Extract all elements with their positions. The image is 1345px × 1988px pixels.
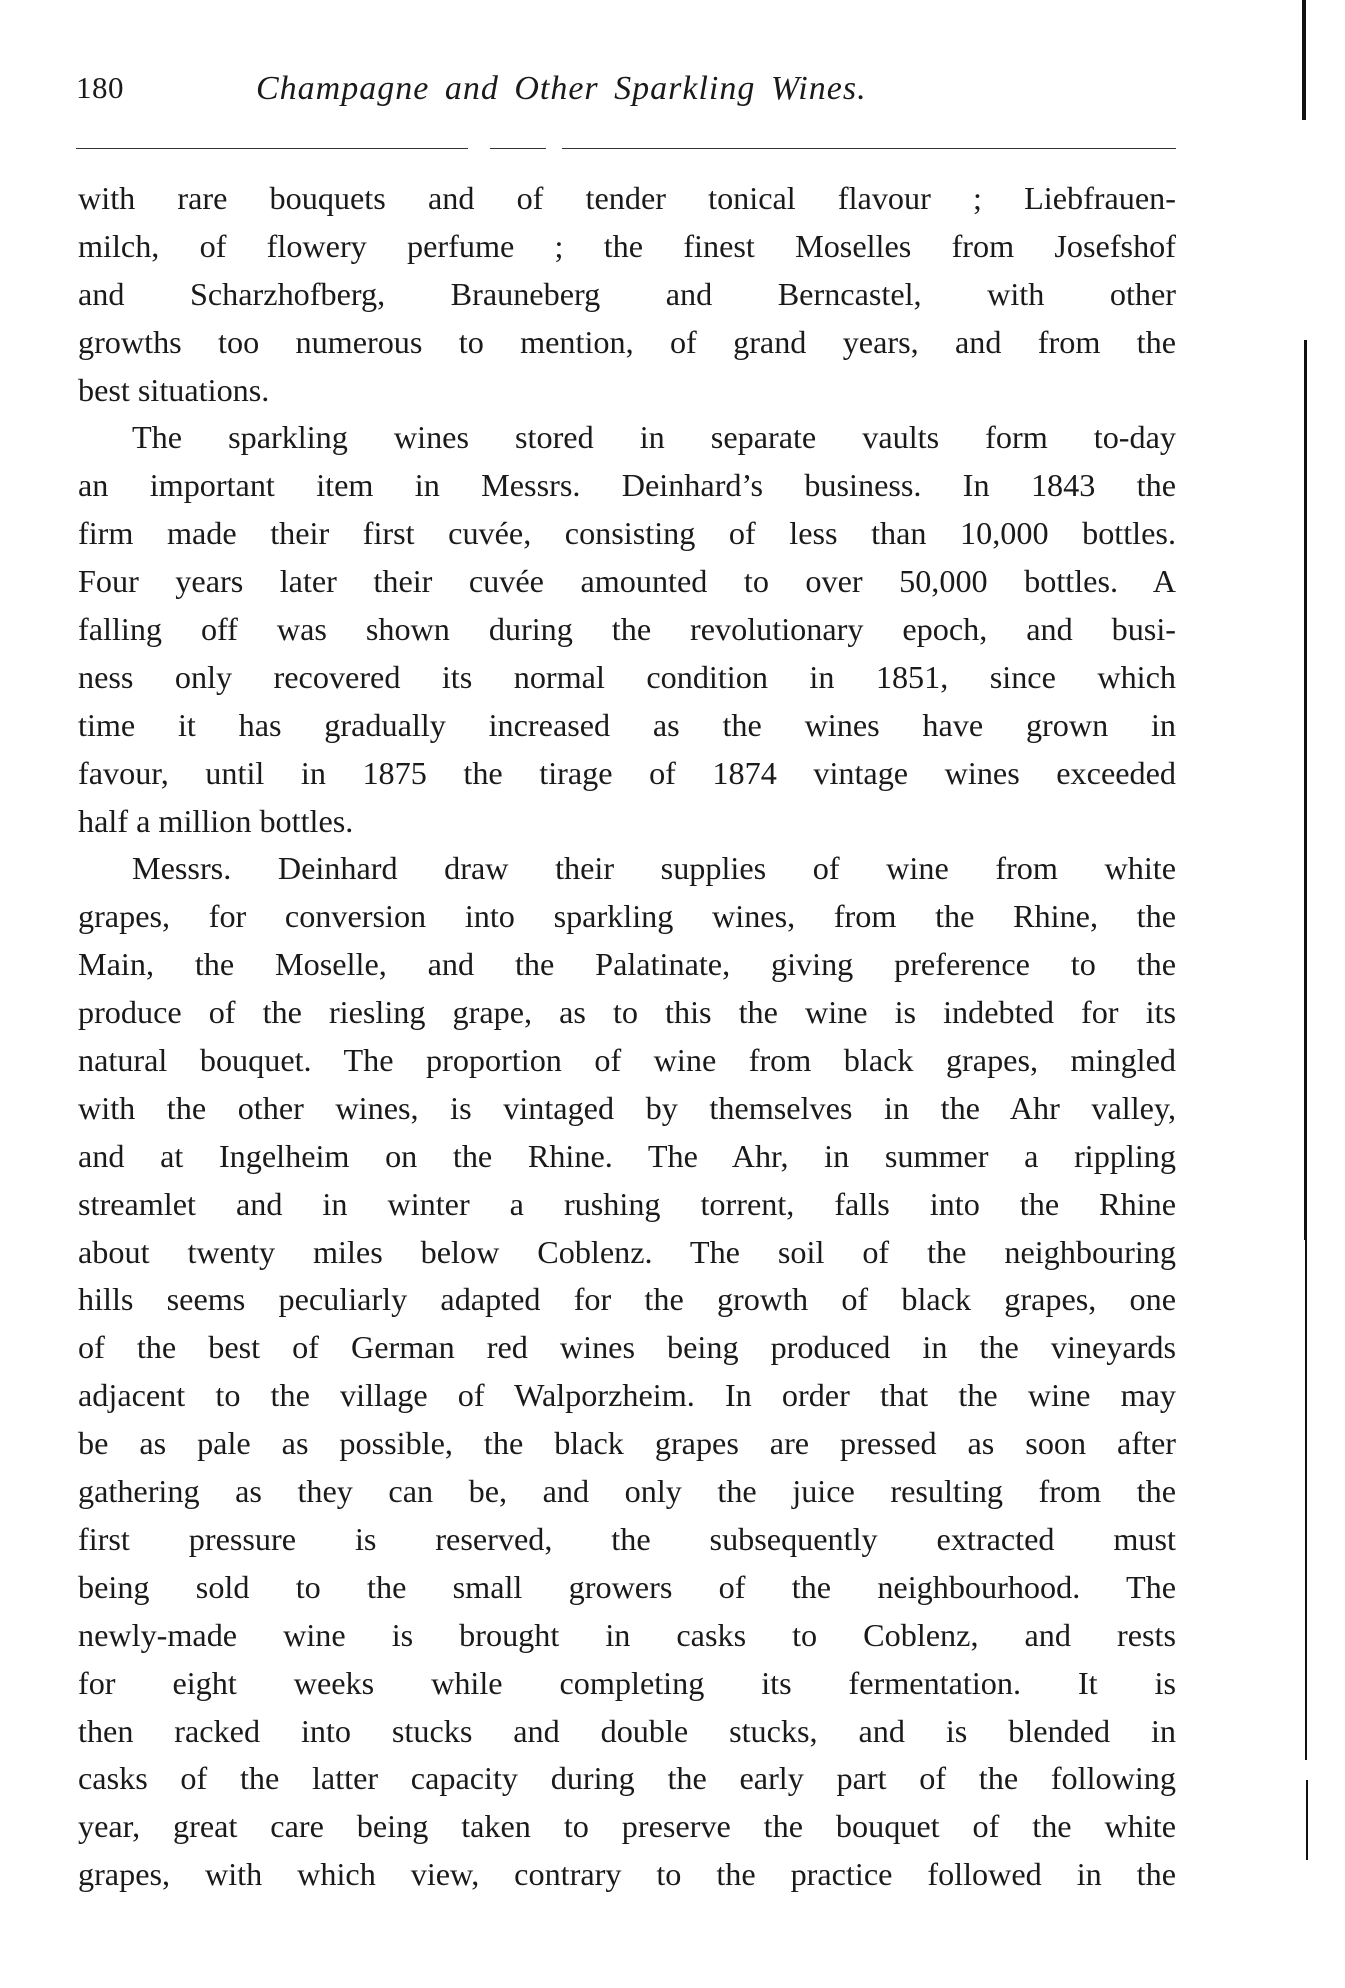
page-header: [76, 70, 1176, 120]
text-line: year, great care being taken to preserve the bouquet of the white: [78, 1808, 1176, 1845]
binding-edge: [1304, 340, 1307, 1240]
text-line: Messrs. Deinhard draw their supplies of wine from white: [132, 850, 1176, 887]
text-line: gathering as they can be, and only the juice resulting from the: [78, 1473, 1176, 1510]
text-line: produce of the riesling grape, as to this the wine is indebted for its: [78, 994, 1176, 1031]
binding-edge: [1306, 1780, 1308, 1860]
paragraph-2: [78, 414, 1176, 845]
text-line: firm made their first cuvée, consisting of less than 10,000 bottles.: [78, 515, 1176, 552]
text-line: with rare bouquets and of tender tonical flavour ; Liebfrauen-: [78, 180, 1176, 216]
text-line: Four years later their cuvée amounted to over 50,000 bottles. A: [78, 563, 1176, 600]
text-line: natural bouquet. The proportion of wine from black grapes, mingled: [78, 1042, 1176, 1079]
text-line: an important item in Messrs. Deinhard’s business. In 1843 the: [78, 467, 1176, 504]
text-line: time it has gradually increased as the wines have grown in: [78, 706, 1176, 743]
text-line: and at Ingelheim on the Rhine. The Ahr, in summer a rippling: [78, 1137, 1176, 1174]
text-line: first pressure is reserved, the subsequently extracted must: [78, 1520, 1176, 1557]
paragraph-1: [78, 175, 1176, 414]
body-text: [78, 175, 1176, 1899]
text-line: half a million bottles.: [78, 802, 354, 839]
text-line: milch, of flowery perfume ; the finest Moselles from Josefshof: [78, 227, 1176, 264]
header-rule: [490, 148, 546, 149]
text-line: then racked into stucks and double stucks, and is blended in: [78, 1712, 1176, 1749]
text-line: of the best of German red wines being produced in the vineyards: [78, 1329, 1176, 1366]
text-line: and Scharzhofberg, Brauneberg and Berncastel, with other: [78, 275, 1176, 312]
text-line: Main, the Moselle, and the Palatinate, giving preference to the: [78, 946, 1176, 983]
text-line: favour, until in 1875 the tirage of 1874 vintage wines exceeded: [78, 754, 1176, 791]
running-title: Champagne and Other Sparkling Wines.: [256, 70, 867, 107]
paragraph-3: [78, 845, 1176, 1899]
text-line: being sold to the small growers of the neighbourhood. The: [78, 1568, 1176, 1605]
binding-edge: [1305, 1240, 1307, 1760]
page-number: 180: [76, 70, 124, 105]
text-line: newly-made wine is brought in casks to Coblenz, and rests: [78, 1616, 1176, 1653]
text-line: ness only recovered its normal condition in 1851, since which: [78, 658, 1176, 695]
text-line: best situations.: [78, 371, 270, 408]
text-line: about twenty miles below Coblenz. The soil of the neighbouring: [78, 1233, 1176, 1270]
binding-edge: [1302, 0, 1306, 120]
text-line: falling off was shown during the revolutionary epoch, and busi-: [78, 611, 1176, 648]
text-line: adjacent to the village of Walporzheim. In order that the wine may: [78, 1377, 1176, 1414]
text-line: grapes, with which view, contrary to the practice followed in the: [78, 1856, 1176, 1893]
text-line: hills seems peculiarly adapted for the growth of black grapes, one: [78, 1281, 1176, 1318]
text-line: streamlet and in winter a rushing torrent, falls into the Rhine: [78, 1185, 1176, 1222]
text-line: with the other wines, is vintaged by themselves in the Ahr valley,: [78, 1089, 1176, 1126]
text-line: be as pale as possible, the black grapes are pressed as soon after: [78, 1425, 1176, 1462]
header-rule: [562, 148, 1176, 149]
text-line: casks of the latter capacity during the early part of the following: [78, 1760, 1176, 1797]
text-line: grapes, for conversion into sparkling wines, from the Rhine, the: [78, 898, 1176, 935]
text-line: growths too numerous to mention, of grand years, and from the: [78, 323, 1176, 360]
text-line: for eight weeks while completing its fermentation. It is: [78, 1664, 1176, 1701]
header-rule: [76, 148, 468, 149]
text-line: The sparkling wines stored in separate vaults form to-day: [132, 419, 1176, 456]
